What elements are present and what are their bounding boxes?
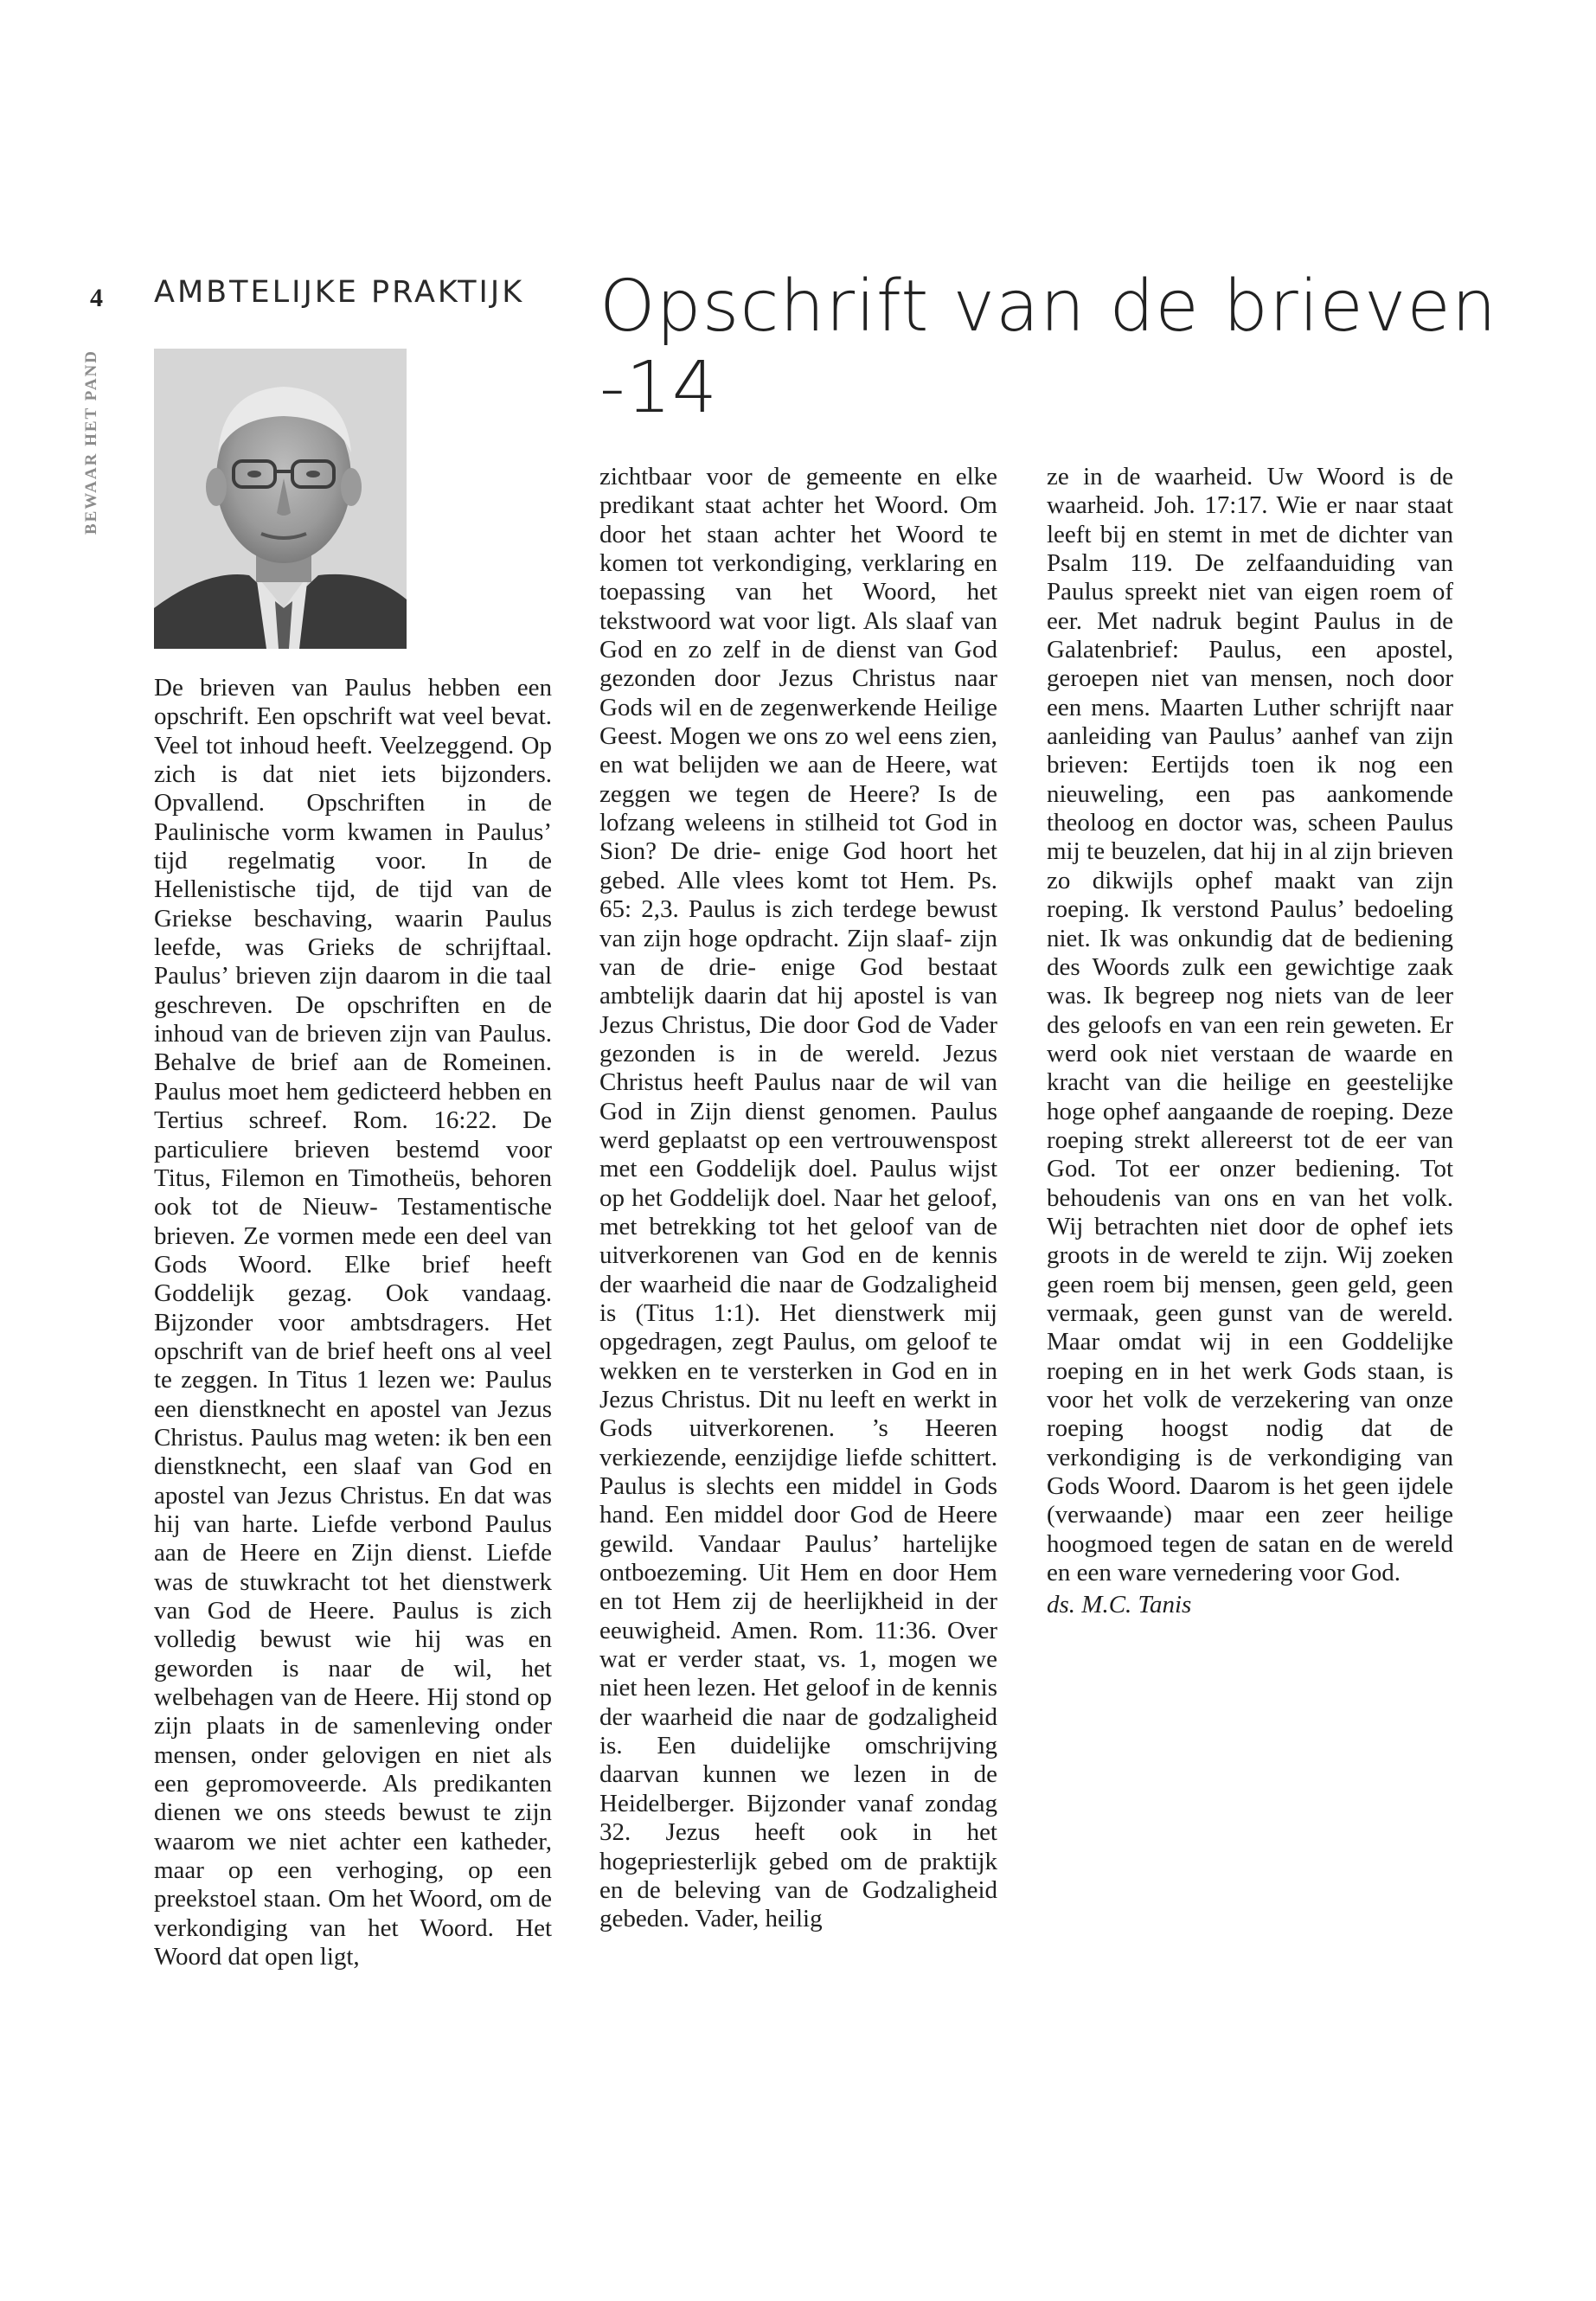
article-title: Opschrift van de brieven -14 (599, 266, 1497, 429)
column-2-text: zichtbaar voor de gemeente en elke predikant staat achter het Woord. Om door het staan achter het Woord te komen tot verkondiging, verklaring en toepassing van het Woord, het tekstwoord wat voor ligt. Als slaaf van God en zo zelf in de dienst van God gezonden door Jezus Christus naar Gods wil en de zegenwerkende Heilige Geest. Mogen we ons zo wel eens zien, en wat belijden we aan de Heere, wat zeggen we tegen de Heere? Is de lofzang weleens in stilheid tot God in Sion? De drie- enige God hoort het gebed. Alle vlees komt tot Hem. Ps. 65: 2,3. Paulus is zich terdege bewust van zijn hoge opdracht. Zijn slaaf- zijn van de drie- enige God bestaat ambtelijk daarin dat hij apostel is van Jezus Christus, Die door God de Vader gezonden is in de wereld. Jezus Christus heeft Paulus naar de wil van God in Zijn dienst genomen. Paulus werd geplaatst op een vertrouwenspost met een Goddelijk doel. Paulus wijst op het Goddelijk doel. Naar het geloof, met betrekking tot het geloof van de uitverkorenen van God en de kennis der waarheid die naar de Godzaligheid is (Titus 1:1). Het dienstwerk mij opgedragen, zegt Paulus, om geloof te wekken en te versterken in God en in Jezus Christus. Dit nu leeft en werkt in Gods uitverkorenen. ’s Heeren verkiezende, eenzijdige liefde schittert. Paulus is slechts een middel in Gods hand. Een middel door God de Heere gewild. Vandaar Paulus’ hartelijke ontboezeming. Uit Hem en door Hem en tot Hem zij de heerlijkheid in der eeuwigheid. Amen. Rom. 11:36. Over wat er verder staat, vs. 1, mogen we niet heen lezen. Het geloof in de kennis der waarheid die naar de godzaligheid is. Een duidelijke omschrijving daarvan kunnen we lezen in de Heidelberger. Bijzonder vanaf zondag 32. Jezus heeft ook in het hogepriesterlijk gebed om de praktijk en de beleving van de Godzaligheid gebeden. Vader, heilig (599, 463, 997, 1933)
portrait-illustration (154, 349, 407, 649)
article-column-3 (1047, 463, 1453, 1620)
author-signature: ds. M.C. Tanis (1047, 1591, 1192, 1619)
page-number: 4 (90, 284, 103, 312)
section-label: AMBTELIJKE PRAKTIJK (154, 275, 525, 310)
article-column-1 (154, 674, 552, 1971)
running-head: BEWAAR HET PAND (82, 349, 100, 535)
article-column-2 (599, 463, 997, 1934)
author-portrait (154, 349, 407, 649)
column-1-text: De brieven van Paulus hebben een opschrift. Een opschrift wat veel bevat. Veel tot inhoud heeft. Veelzeggend. Op zich is dat niet iets bijzonders. Opvallend. Opschriften in de Paulinische vorm kwamen in Paulus’ tijd regelmatig voor. In de Hellenistische tijd, de tijd van de Griekse beschaving, waarin Paulus leefde, was Grieks de schrijftaal. Paulus’ brieven zijn daarom in die taal geschreven. De opschriften en de inhoud van de brieven zijn van Paulus. Behalve de brief aan de Romeinen. Paulus moet hem gedicteerd hebben en Tertius schreef. Rom. 16:22. De particuliere brieven bestemd voor Titus, Filemon en Timotheüs, behoren ook tot de Nieuw- Testamentische brieven. Ze vormen mede een deel van Gods Woord. Elke brief heeft Goddelijk gezag. Ook vandaag. Bijzonder voor ambtsdragers. Het opschrift van de brief heeft ons al veel te zeggen. In Titus 1 lezen we: Paulus een dienstknecht en apostel van Jezus Christus. Paulus mag weten: ik ben een dienstknecht, een slaaf van God en apostel van Jezus Christus. En dat was hij van harte. Liefde verbond Paulus aan de Heere en Zijn dienst. Liefde was de stuwkracht tot het dienstwerk van God de Heere. Paulus is zich volledig bewust wie hij was en geworden is naar de wil, het welbehagen van de Heere. Hij stond op zijn plaats in de samenleving onder mensen, onder gelovigen en niet als een gepromoveerde. Als predikanten dienen we ons steeds bewust te zijn waarom we niet achter een katheder, maar op een verhoging, op een preekstoel staan. Om het Woord, om de verkondiging van het Woord. Het Woord dat open ligt, (154, 674, 552, 1971)
column-3-text: ze in de waarheid. Uw Woord is de waarheid. Joh. 17:17. Wie er naar staat leeft bij en stemt in met de dichter van Psalm 119. De zelfaanduiding van Paulus spreekt niet van eigen roem of eer. Met nadruk begint Paulus in de Galatenbrief: Paulus, een apostel, geroepen niet van mensen, noch door een mens. Maarten Luther schrijft naar aanleiding van Paulus’ aanhef van zijn brieven: Eertijds toen ik nog een nieuweling, een pas aankomende theoloog en doctor was, scheen Paulus mij te beuzelen, dat hij in al zijn brieven zo dikwijls ophef maakt van zijn roeping. Ik verstond Paulus’ bedoeling niet. Ik was onkundig dat de bediening des Woords zulk een gewichtige zaak was. Ik begreep nog niets van de leer des geloofs en van een rein geweten. Er werd ook niet verstaan de waarde en kracht van die heilige en geestelijke hoge ophef aangaande de roeping. Deze roeping strekt allereerst tot de eer van God. Tot eer onzer bediening. Tot behoudenis van ons en van het volk. Wij betrachten niet door de ophef iets groots in de wereld te zijn. Wij zoeken geen roem bij mensen, geen geld, geen vermaak, geen gunst van de wereld. Maar omdat wij in een Goddelijke roeping en in het werk Gods staan, is voor het volk de verzekering van onze roeping hoogst nodig dat de verkondiging is de verkondiging van Gods Woord. Daarom is het geen ijdele (verwaande) maar een zeer heilige hoogmoed tegen de satan en de wereld en een ware vernedering voor God. (1047, 463, 1453, 1587)
